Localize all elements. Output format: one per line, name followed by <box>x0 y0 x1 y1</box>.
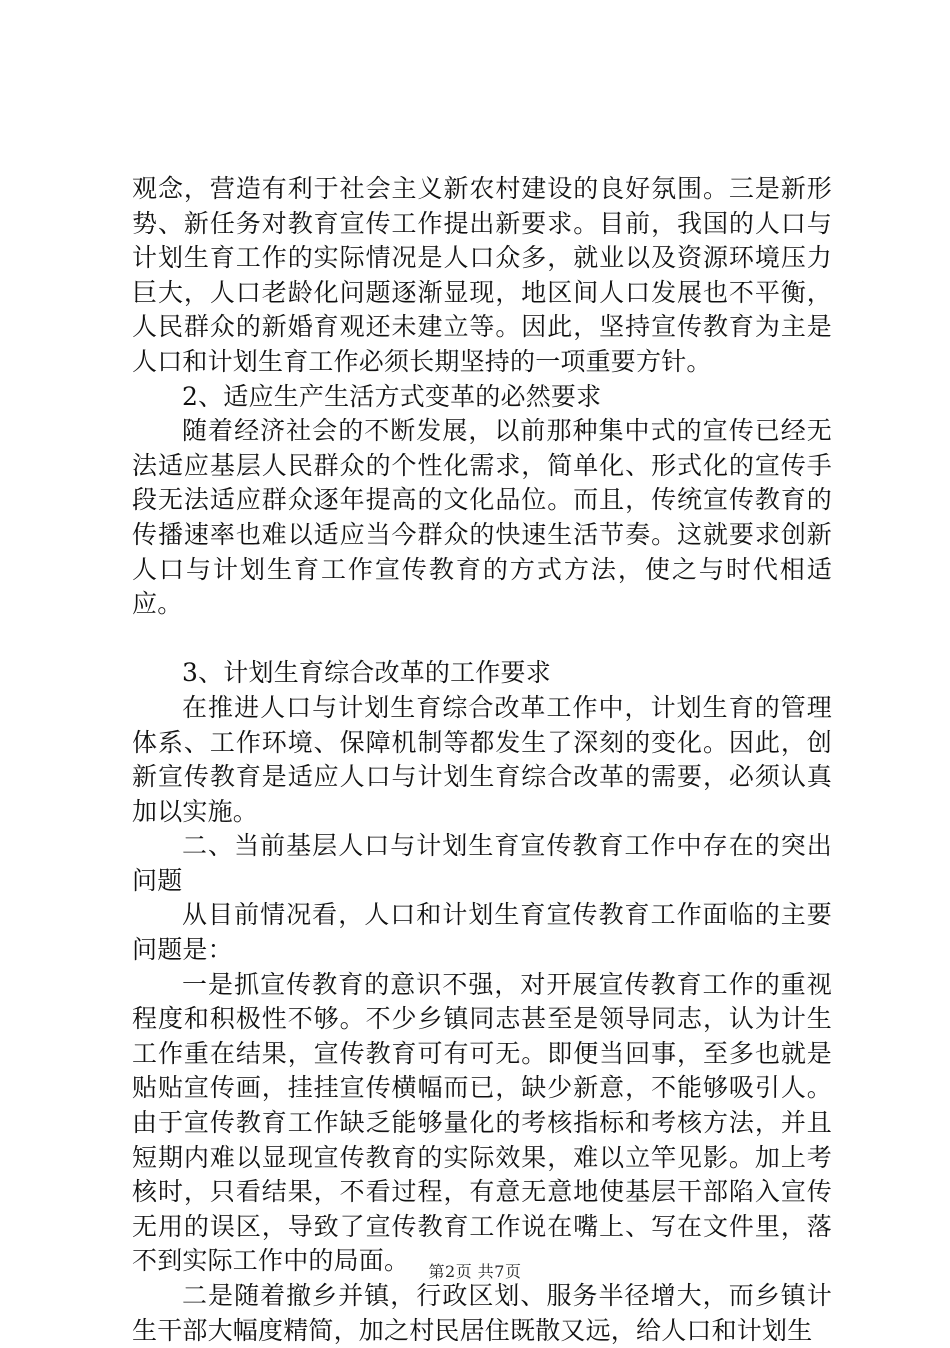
subheading-2: 2、适应生产生活方式变革的必然要求 <box>182 381 602 411</box>
subheading-3: 3、计划生育综合改革的工作要求 <box>182 658 551 688</box>
document-body <box>132 172 832 1348</box>
paragraph: 从目前情况看，人口和计划生育宣传教育工作面临的主要问题是： <box>132 900 832 965</box>
paragraph: 在推进人口与计划生育综合改革工作中，计划生育的管理体系、工作环境、保障机制等都发生了深刻的变化。因此，创新宣传教育是适应人口与计划生育综合改革的需要，必须认真加以实施。 <box>132 692 832 826</box>
paragraph: 一是抓宣传教育的意识不强，对开展宣传教育工作的重视程度和积极性不够。不少乡镇同志甚至是领导同志，认为计生工作重在结果，宣传教育可有可无。即便当回事，至多也就是贴贴宣传画，挂挂宣传横幅而已，缺少新意，不能够吸引人。由于宣传教育工作缺乏能够量化的考核指标和考核方法，并且短期内难以显现宣传教育的实际效果，难以立竿见影。加上考核时，只看结果，不看过程，有意无意地使基层干部陷入宣传无用的误区，导致了宣传教育工作说在嘴上、写在文件里，落不到实际工作中的局面。 <box>132 969 832 1276</box>
paragraph: 二是随着撤乡并镇，行政区划、服务半径增大，而乡镇计生干部大幅度精简，加之村民居住既散又远，给人口和计划生 <box>132 1281 832 1345</box>
blank-line <box>132 622 832 657</box>
section-heading: 二、当前基层人口与计划生育宣传教育工作中存在的突出问题 <box>132 831 832 895</box>
paragraph: 随着经济社会的不断发展，以前那种集中式的宣传已经无法适应基层人民群众的个性化需求，简单化、形式化的宣传手段无法适应群众逐年提高的文化品位。而且，传统宣传教育的传播速率也难以适应当今群众的快速生活节奏。这就要求创新人口与计划生育工作宣传教育的方式方法，使之与时代相适应。 <box>132 416 832 619</box>
page-number: 第2页 共7页 <box>428 1262 522 1281</box>
paragraph-continuation: 观念，营造有利于社会主义新农村建设的良好氛围。三是新形势、新任务对教育宣传工作提出新要求。目前，我国的人口与计划生育工作的实际情况是人口众多，就业以及资源环境压力巨大，人口老龄化问题逐渐显现，地区间人口发展也不平衡，人民群众的新婚育观还未建立等。因此，坚持宣传教育为主是人口和计划生育工作必须长期坚持的一项重要方针。 <box>132 174 832 376</box>
